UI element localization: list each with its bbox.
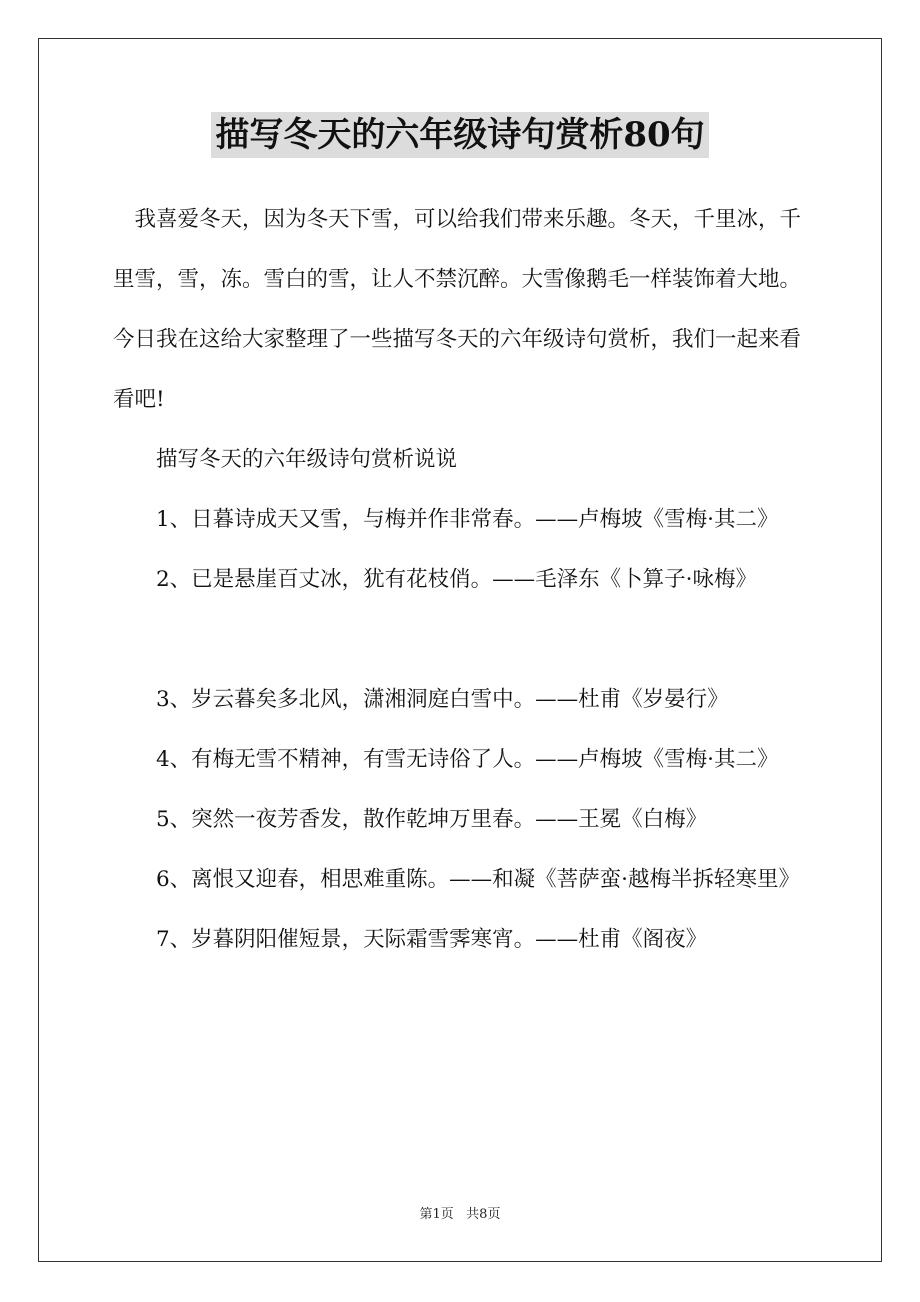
- poem-line-6: 6、离恨又迎春，相思难重陈。——和凝《菩萨蛮·越梅半拆轻寒里》: [156, 867, 801, 892]
- title-container: [0, 112, 920, 158]
- poem-line-7: 7、岁暮阴阳催短景，天际霜雪霁寒宵。——杜甫《阁夜》: [156, 927, 708, 952]
- document-title: 描写冬天的六年级诗句赏析80句: [211, 112, 708, 158]
- poem-line-5: 5、突然一夜芳香发，散作乾坤万里春。——王冕《白梅》: [156, 807, 708, 832]
- poem-line-2: 2、已是悬崖百丈冰，犹有花枝俏。——毛泽东《卜算子·咏梅》: [156, 567, 758, 592]
- page-indicator: 第1页 共8页: [419, 1207, 501, 1222]
- document-body: [113, 190, 809, 970]
- intro-paragraph: 我喜爱冬天，因为冬天下雪，可以给我们带来乐趣。冬天，千里冰，千里雪，雪，冻。雪白的雪，让人不禁沉醉。大雪像鹅毛一样装饰着大地。今日我在这给大家整理了一些描写冬天的六年级诗句赏析，我们一起来看看吧!: [113, 207, 802, 412]
- poem-line-3: 3、岁云暮矣多北风，潇湘洞庭白雪中。——杜甫《岁晏行》: [156, 687, 729, 712]
- section-heading: 描写冬天的六年级诗句赏析说说: [156, 447, 458, 472]
- blank-line: [113, 610, 809, 670]
- poem-line-1: 1、日暮诗成天又雪，与梅并作非常春。——卢梅坡《雪梅·其二》: [156, 507, 779, 532]
- page-footer: [0, 1205, 920, 1225]
- poem-line-4: 4、有梅无雪不精神，有雪无诗俗了人。——卢梅坡《雪梅·其二》: [156, 747, 779, 772]
